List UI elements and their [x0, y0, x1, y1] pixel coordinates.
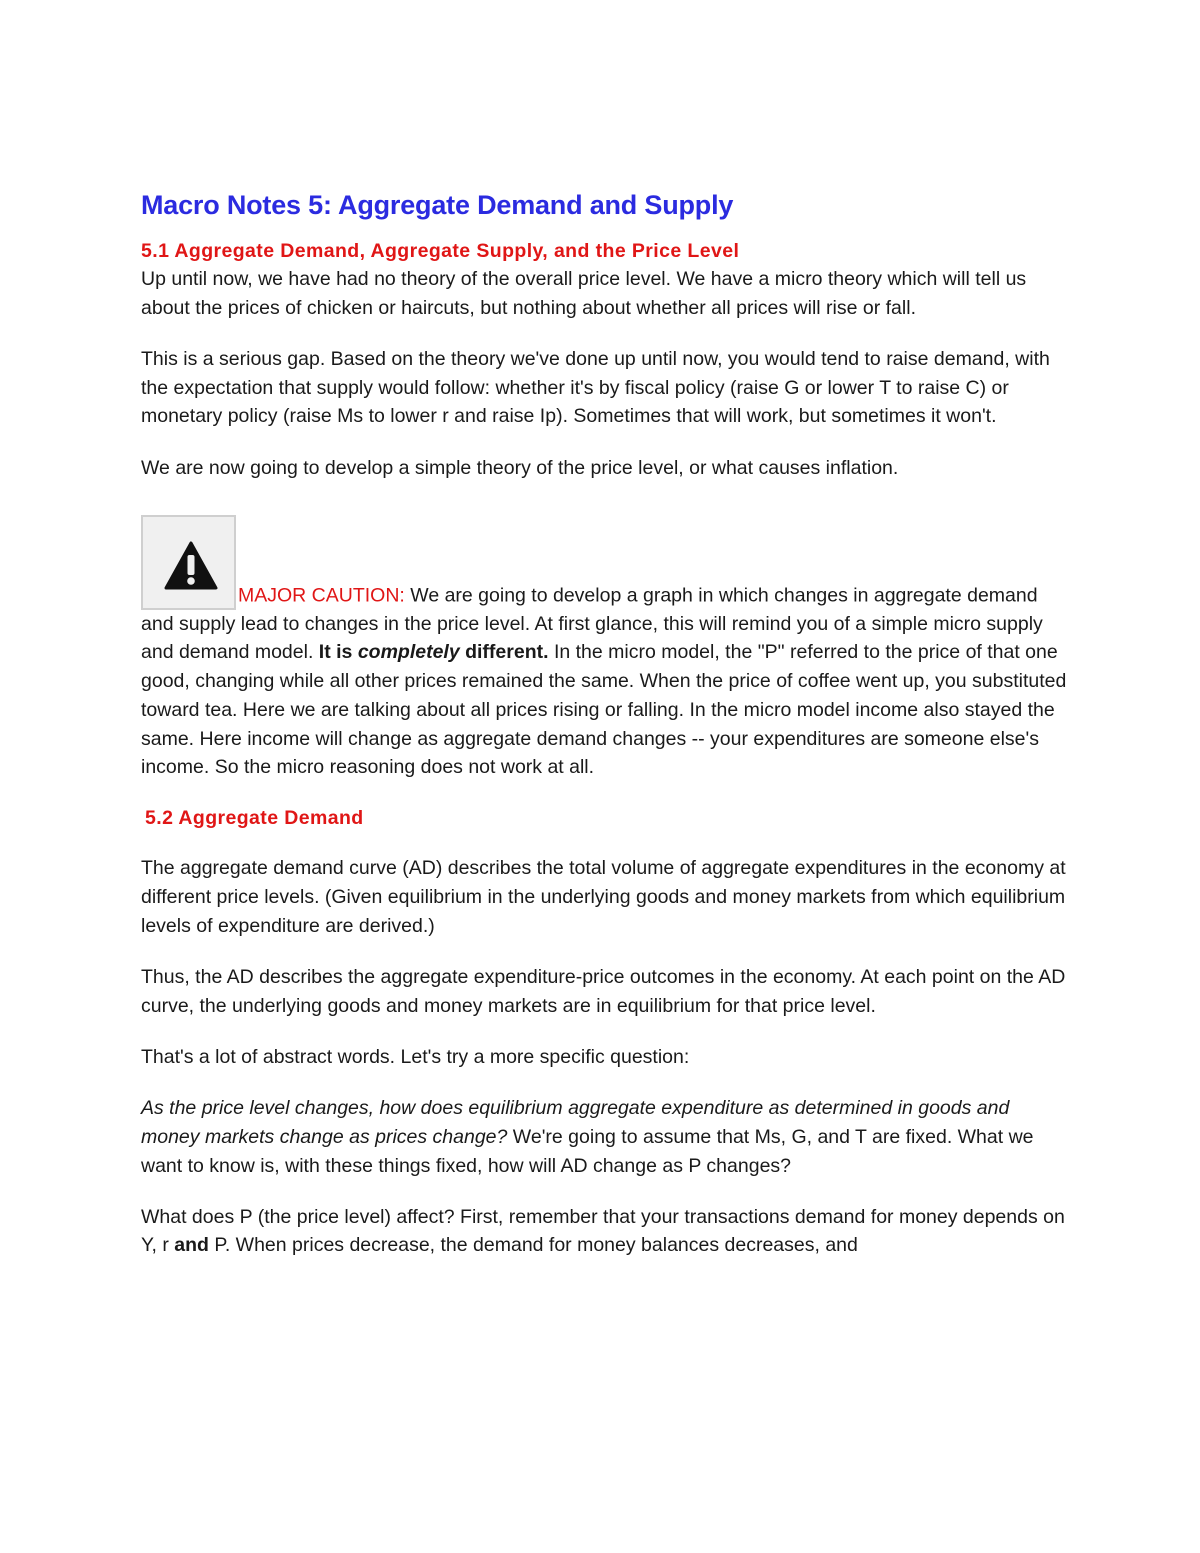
paragraph-ad-outcomes: Thus, the AD describes the aggregate expenditure-price outcomes in the economy. At each point on the AD curve, the underlying goods and money markets are in equilibrium for that price level. — [141, 966, 1066, 1017]
paragraph-price-level-theory: Up until now, we have had no theory of the overall price level. We have a micro theory which will tell us about the prices of chicken or haircuts, but nothing about whether all prices will rise or fall. — [141, 268, 1027, 319]
question-italic: As the price level changes, how does equilibrium aggregate expenditure as determined in goods and money markets change as prices change? — [141, 1097, 1010, 1148]
price-effect-text-a: What does P (the price level) affect? First, remember that your transactions demand for money depends on Y, r — [141, 1205, 1065, 1257]
caution-bold-a: It is — [318, 641, 358, 664]
caution-label: MAJOR CAUTION: — [238, 584, 405, 607]
warning-icon — [141, 515, 236, 610]
price-effect-text-b: P. When prices decrease, the demand for money balances decreases, and — [208, 1234, 858, 1257]
paragraph-serious-gap: This is a serious gap. Based on the theory we've done up until now, you would tend to raise demand, with the expectation that supply would follow: whether it's by fiscal policy (raise G or lower T to raise C) or monetary policy (raise Ms to lower r and raise Ip). Sometimes that will work, but sometimes it won't. — [141, 347, 1050, 428]
document-title: Macro Notes 5: Aggregate Demand and Supply — [141, 190, 734, 220]
caution-bold-italic: completely — [357, 641, 460, 664]
document-page — [141, 186, 1071, 1283]
paragraph-ad-curve-definition: The aggregate demand curve (AD) describes the total volume of aggregate expenditures in the economy at different price levels. (Given equilibrium in the underlying goods and money markets from which equilibrium levels of expenditure are derived.) — [141, 857, 1066, 937]
question-text: We're going to assume that Ms, G, and T are fixed. What we want to know is, with these things fixed, how will AD change as P changes? — [141, 1125, 1034, 1177]
caution-text-b: In the micro model, the "P" referred to the price of that one good, changing while all other prices remained the same. When the price of coffee went up, you substituted toward tea. Here we are talking about all prices rising or falling. In the micro model income also stayed the same. Here income will change as aggregate demand changes -- your expenditures are someone else's income. So the micro reasoning does not work at all. — [141, 641, 1067, 779]
paragraph-price-level-effect — [141, 1203, 1071, 1260]
section-heading-5-2: 5.2 Aggregate Demand — [145, 807, 364, 830]
paragraph-abstract-words: That's a lot of abstract words. Let's try a more specific question: — [141, 1045, 690, 1068]
paragraph-develop-theory: We are now going to develop a simple theory of the price level, or what causes inflation. — [141, 456, 899, 479]
price-effect-bold: and — [174, 1234, 209, 1257]
caution-text-a: We are going to develop a graph in which changes in aggregate demand and supply lead to changes in the price level. At first glance, this will remind you of a simple micro supply and demand model. — [141, 584, 1043, 664]
paragraph-specific-question — [141, 1094, 1071, 1180]
section-heading-5-1: 5.1 Aggregate Demand, Aggregate Supply, and the Price Level — [141, 240, 740, 262]
caution-bold-b: different. — [459, 641, 549, 664]
paragraph-major-caution — [141, 497, 1071, 782]
